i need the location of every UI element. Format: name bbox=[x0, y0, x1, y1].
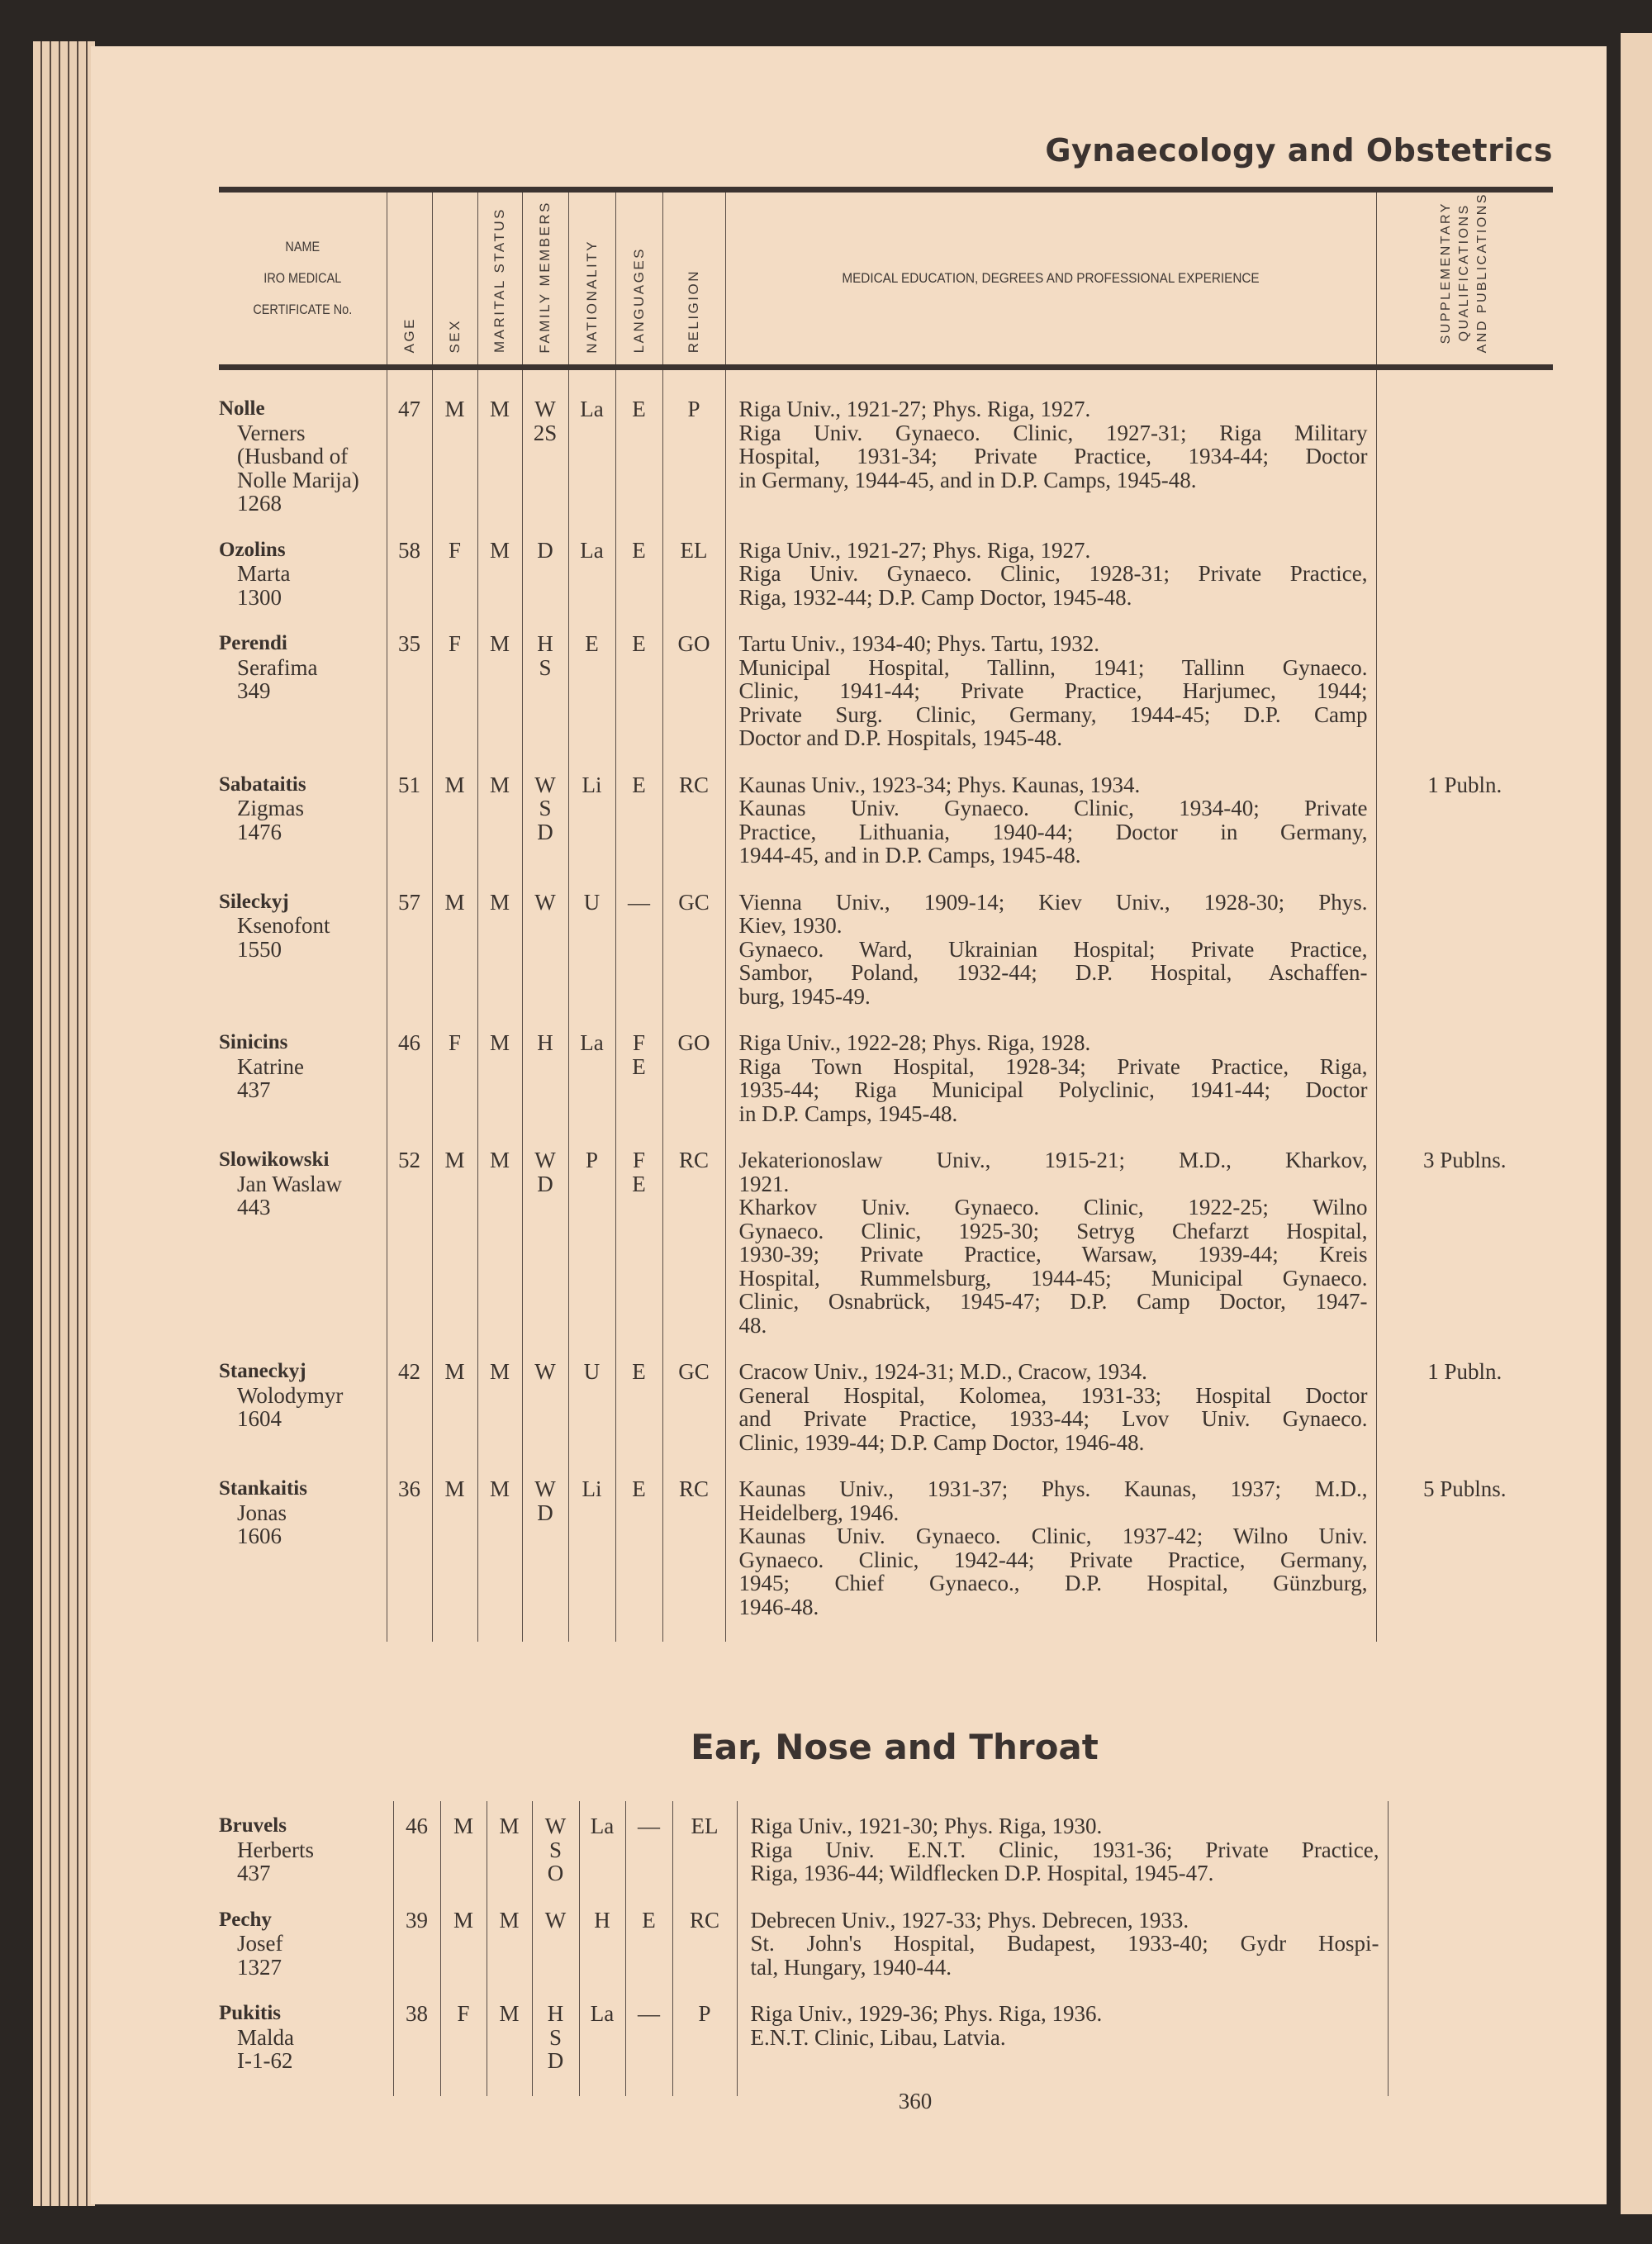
table-row bbox=[219, 539, 1553, 633]
name-cell: Bruvels Herberts 437 bbox=[219, 1814, 314, 1885]
sex-cell: M bbox=[432, 1148, 477, 1360]
sex-cell: M bbox=[432, 891, 477, 1032]
languages-cell: E bbox=[615, 539, 662, 633]
sex-cell: M bbox=[432, 1360, 477, 1477]
age-cell: 35 bbox=[387, 632, 432, 773]
marital-status-cell: M bbox=[477, 773, 522, 891]
nationality-cell: Li bbox=[568, 773, 615, 891]
education-cell: Cracow Univ., 1924-31; M.D., Cracow, 1934. General Hospital, Kolomea, 1931-33; Hospital Doctor and Private Practice, 1933-44; Lvov Univ. Gynaeco. Clinic, 1939-44; D.P. Camp Doctor, 1946-48. bbox=[725, 1360, 1376, 1477]
supplementary-cell: 3 Publns. bbox=[1376, 1148, 1553, 1360]
nationality-cell: La bbox=[579, 2002, 625, 2096]
languages-cell: — bbox=[625, 2002, 672, 2096]
languages-cell: — bbox=[625, 1801, 672, 1909]
header-age: AGE bbox=[387, 190, 432, 368]
supplementary-cell: 5 Publns. bbox=[1376, 1477, 1553, 1642]
marital-status-cell: M bbox=[477, 1031, 522, 1148]
header-languages: LANGUAGES bbox=[615, 190, 662, 368]
gynaecology-table bbox=[219, 187, 1553, 1642]
name-cell: Sabataitis Zigmas 1476 bbox=[219, 773, 306, 844]
right-rule-cell bbox=[1388, 1801, 1396, 1909]
sex-cell: F bbox=[432, 1031, 477, 1148]
table-row bbox=[219, 2002, 1396, 2096]
education-cell: Riga Univ., 1922-28; Phys. Riga, 1928. Riga Town Hospital, 1928-34; Private Practice, Riga, 1935-44; Riga Municipal Polyclinic, 1941-44; Doctor in D.P. Camps, 1945-48. bbox=[725, 1031, 1376, 1148]
religion-cell: GO bbox=[662, 632, 725, 773]
education-cell: Riga Univ., 1921-30; Phys. Riga, 1930. Riga Univ. E.N.T. Clinic, 1931-36; Private Practice, Riga, 1936-44; Wildflecken D.P. Hospital, 1945-47. bbox=[737, 1801, 1388, 1909]
family-members-cell: H S D bbox=[532, 2002, 579, 2096]
header-row bbox=[219, 190, 1553, 368]
nationality-cell: E bbox=[568, 632, 615, 773]
name-cell: Staneckyj Wolodymyr 1604 bbox=[219, 1360, 344, 1432]
sex-cell: M bbox=[432, 1477, 477, 1642]
age-cell: 51 bbox=[387, 773, 432, 891]
sex-cell: M bbox=[440, 1801, 487, 1909]
name-cell: Sinicins Katrine 437 bbox=[219, 1031, 304, 1103]
marital-status-cell: M bbox=[477, 632, 522, 773]
family-members-cell: W bbox=[532, 1909, 579, 2003]
age-cell: 39 bbox=[393, 1909, 440, 2003]
age-cell: 46 bbox=[387, 1031, 432, 1148]
education-cell: Riga Univ., 1921-27; Phys. Riga, 1927. Riga Univ. Gynaeco. Clinic, 1927-31; Riga Military Hospital, 1931-34; Private Practice, 1934-44; Doctor in Germany, 1944-45, and in D.P. Camps, 1945-48. bbox=[725, 368, 1376, 539]
name-cell: Perendi Serafima 349 bbox=[219, 632, 318, 704]
languages-cell: E bbox=[615, 1360, 662, 1477]
family-members-cell: W D bbox=[522, 1477, 568, 1642]
nationality-cell: La bbox=[568, 539, 615, 633]
family-members-cell: W D bbox=[522, 1148, 568, 1360]
nationality-cell: Li bbox=[568, 1477, 615, 1642]
age-cell: 57 bbox=[387, 891, 432, 1032]
nationality-cell: La bbox=[568, 1031, 615, 1148]
supplementary-cell: 1 Publn. bbox=[1376, 773, 1553, 891]
supplementary-cell bbox=[1376, 539, 1553, 633]
education-cell: Riga Univ., 1929-36; Phys. Riga, 1936. E.N.T. Clinic, Libau, Latvia. bbox=[737, 2002, 1388, 2096]
table-row bbox=[219, 773, 1553, 891]
header-name: NAME IRO MEDICAL CERTIFICATE No. bbox=[231, 190, 374, 368]
sex-cell: F bbox=[432, 632, 477, 773]
languages-cell: E bbox=[615, 632, 662, 773]
religion-cell: EL bbox=[672, 1801, 737, 1909]
table-row bbox=[219, 891, 1553, 1032]
religion-cell: RC bbox=[662, 1148, 725, 1360]
education-cell: Jekaterionoslaw Univ., 1915-21; M.D., Kharkov, 1921. Kharkov Univ. Gynaeco. Clinic, 1922-25; Wilno Gynaeco. Clinic, 1925-30; Setryg Chefarzt Hospital, 1930-39; Private Practice, Warsaw, 1939-44; Kreis Hospital, Rummelsburg, 1944-45; Municipal Gynaeco. Clinic, Osnabrück, 1945-47; D.P. Camp Doctor, 1947- 48. bbox=[725, 1148, 1376, 1360]
family-members-cell: W S O bbox=[532, 1801, 579, 1909]
table-row bbox=[219, 632, 1553, 773]
supplementary-cell bbox=[1376, 632, 1553, 773]
name-cell: Pechy Josef 1327 bbox=[219, 1908, 283, 1980]
education-cell: Vienna Univ., 1909-14; Kiev Univ., 1928-30; Phys. Kiev, 1930. Gynaeco. Ward, Ukrainian Hospital; Private Practice, Sambor, Poland, 1932-44; D.P. Hospital, Aschaffen- burg, 1945-49. bbox=[725, 891, 1376, 1032]
header-education: MEDICAL EDUCATION, DEGREES AND PROFESSIONAL EXPERIENCE bbox=[757, 190, 1343, 368]
nationality-cell: La bbox=[579, 1801, 625, 1909]
section-title: Gynaecology and Obstetrics bbox=[1045, 132, 1553, 169]
next-page-edge bbox=[1621, 33, 1652, 2214]
nationality-cell: U bbox=[568, 1360, 615, 1477]
religion-cell: RC bbox=[662, 773, 725, 891]
marital-status-cell: M bbox=[477, 1477, 522, 1642]
family-members-cell: W bbox=[522, 1360, 568, 1477]
header-marital-status: MARITAL STATUS bbox=[477, 190, 522, 368]
age-cell: 46 bbox=[393, 1801, 440, 1909]
name-cell: Nolle Verners (Husband of Nolle Marija) 1268 bbox=[219, 397, 359, 516]
sex-cell: M bbox=[432, 368, 477, 539]
header-nationality: NATIONALITY bbox=[568, 190, 615, 368]
supplementary-cell bbox=[1376, 891, 1553, 1032]
languages-cell: E bbox=[615, 368, 662, 539]
table-row bbox=[219, 1909, 1396, 2003]
sex-cell: F bbox=[440, 2002, 487, 2096]
marital-status-cell: M bbox=[487, 1909, 532, 2003]
languages-cell: E bbox=[615, 773, 662, 891]
name-cell: Ozolins Marta 1300 bbox=[219, 538, 291, 610]
nationality-cell: H bbox=[579, 1909, 625, 2003]
sex-cell: M bbox=[440, 1909, 487, 2003]
family-members-cell: W bbox=[522, 891, 568, 1032]
age-cell: 42 bbox=[387, 1360, 432, 1477]
religion-cell: P bbox=[662, 368, 725, 539]
table-row bbox=[219, 1360, 1553, 1477]
header-supplementary: SUPPLEMENTARY QUALIFICATIONS AND PUBLICATIONS bbox=[1376, 190, 1553, 368]
header-family-members: FAMILY MEMBERS bbox=[522, 190, 568, 368]
ent-section-title: Ear, Nose and Throat bbox=[691, 1727, 1099, 1767]
religion-cell: GC bbox=[662, 1360, 725, 1477]
sex-cell: M bbox=[432, 773, 477, 891]
nationality-cell: U bbox=[568, 891, 615, 1032]
table-row bbox=[219, 1801, 1396, 1909]
header-sex: SEX bbox=[432, 190, 477, 368]
supplementary-cell: 1 Publn. bbox=[1376, 1360, 1553, 1477]
marital-status-cell: M bbox=[477, 368, 522, 539]
religion-cell: GC bbox=[662, 891, 725, 1032]
religion-cell: EL bbox=[662, 539, 725, 633]
nationality-cell: P bbox=[568, 1148, 615, 1360]
family-members-cell: H bbox=[522, 1031, 568, 1148]
family-members-cell: W 2S bbox=[522, 368, 568, 539]
table-row bbox=[219, 368, 1553, 539]
languages-cell: F E bbox=[615, 1031, 662, 1148]
page-number: 360 bbox=[898, 2089, 933, 2113]
religion-cell: P bbox=[672, 2002, 737, 2096]
name-cell: Stankaitis Jonas 1606 bbox=[219, 1477, 307, 1549]
marital-status-cell: M bbox=[477, 1360, 522, 1477]
religion-cell: RC bbox=[672, 1909, 737, 2003]
religion-cell: GO bbox=[662, 1031, 725, 1148]
marital-status-cell: M bbox=[487, 1801, 532, 1909]
table-row bbox=[219, 1031, 1553, 1148]
marital-status-cell: M bbox=[477, 539, 522, 633]
nationality-cell: La bbox=[568, 368, 615, 539]
education-cell: Kaunas Univ., 1923-34; Phys. Kaunas, 1934. Kaunas Univ. Gynaeco. Clinic, 1934-40; Private Practice, Lithuania, 1940-44; Doctor in Germany, 1944-45, and in D.P. Camps, 1945-48. bbox=[725, 773, 1376, 891]
marital-status-cell: M bbox=[487, 2002, 532, 2096]
languages-cell: — bbox=[615, 891, 662, 1032]
ent-table bbox=[219, 1801, 1396, 2096]
right-rule-cell bbox=[1388, 2002, 1396, 2096]
family-members-cell: W S D bbox=[522, 773, 568, 891]
sex-cell: F bbox=[432, 539, 477, 633]
age-cell: 52 bbox=[387, 1148, 432, 1360]
age-cell: 58 bbox=[387, 539, 432, 633]
family-members-cell: H S bbox=[522, 632, 568, 773]
age-cell: 36 bbox=[387, 1477, 432, 1642]
header-religion: RELIGION bbox=[662, 190, 725, 368]
education-cell: Riga Univ., 1921-27; Phys. Riga, 1927. Riga Univ. Gynaeco. Clinic, 1928-31; Private Practice, Riga, 1932-44; D.P. Camp Doctor, 1945-48. bbox=[725, 539, 1376, 633]
supplementary-cell bbox=[1376, 1031, 1553, 1148]
education-cell: Debrecen Univ., 1927-33; Phys. Debrecen, 1933. St. John's Hospital, Budapest, 1933-40; Gydr Hospi- tal, Hungary, 1940-44. bbox=[737, 1909, 1388, 2003]
right-rule-cell bbox=[1388, 1909, 1396, 2003]
table-row bbox=[219, 1148, 1553, 1360]
age-cell: 38 bbox=[393, 2002, 440, 2096]
table-row bbox=[219, 1477, 1553, 1642]
family-members-cell: D bbox=[522, 539, 568, 633]
religion-cell: RC bbox=[662, 1477, 725, 1642]
education-cell: Tartu Univ., 1934-40; Phys. Tartu, 1932. Municipal Hospital, Tallinn, 1941; Tallinn Gynaeco. Clinic, 1941-44; Private Practice, Harjumec, 1944; Private Surg. Clinic, Germany, 1944-45; D.P. Camp Doctor and D.P. Hospitals, 1945-48. bbox=[725, 632, 1376, 773]
marital-status-cell: M bbox=[477, 1148, 522, 1360]
age-cell: 47 bbox=[387, 368, 432, 539]
languages-cell: F E bbox=[615, 1148, 662, 1360]
languages-cell: E bbox=[615, 1477, 662, 1642]
book-page-edges bbox=[33, 41, 95, 2206]
supplementary-cell bbox=[1376, 368, 1553, 539]
languages-cell: E bbox=[625, 1909, 672, 2003]
education-cell: Kaunas Univ., 1931-37; Phys. Kaunas, 1937; M.D., Heidelberg, 1946. Kaunas Univ. Gynaeco. Clinic, 1937-42; Wilno Univ. Gynaeco. Clinic, 1942-44; Private Practice, Germany, 1945; Chief Gynaeco., D.P. Hospital, Günzburg, 1946-48. bbox=[725, 1477, 1376, 1642]
marital-status-cell: M bbox=[477, 891, 522, 1032]
name-cell: Pukitis Malda I-1-62 bbox=[219, 2002, 294, 2073]
name-cell: Slowikowski Jan Waslaw 443 bbox=[219, 1148, 343, 1220]
name-cell: Sileckyj Ksenofont 1550 bbox=[219, 890, 330, 962]
